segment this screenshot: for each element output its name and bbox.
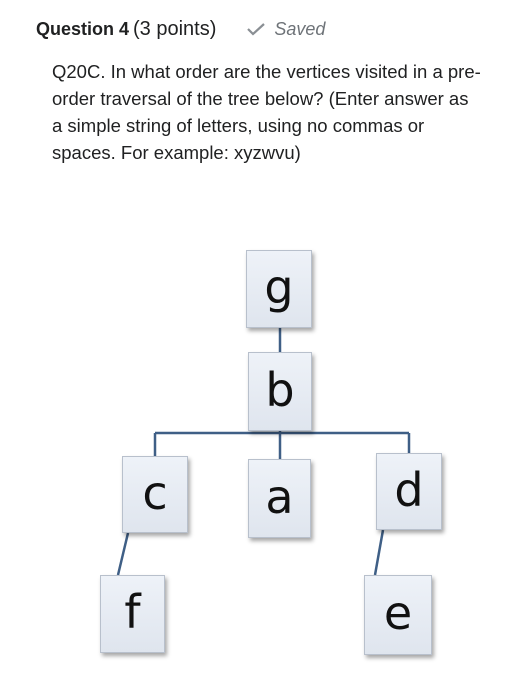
tree-node-a: a [248, 459, 311, 538]
saved-label: Saved [274, 19, 326, 39]
tree-node-c: c [122, 456, 188, 533]
edge-d-e [375, 530, 383, 575]
tree-node-f: f [100, 575, 165, 653]
question-points: (3 points) [133, 18, 217, 40]
tree-node-e: e [364, 575, 432, 655]
tree-node-g: g [246, 250, 312, 328]
tree-node-d: d [376, 453, 442, 530]
tree-node-b: b [248, 352, 312, 431]
question-label: Question 4 [36, 19, 130, 39]
question-prompt: Q20C. In what order are the vertices visited in a pre-order traversal of the tree below? (Enter answer as a simple string of letters, using no commas or spaces. For example: xyzwvu) [52, 61, 481, 163]
edge-c-f [118, 533, 128, 575]
